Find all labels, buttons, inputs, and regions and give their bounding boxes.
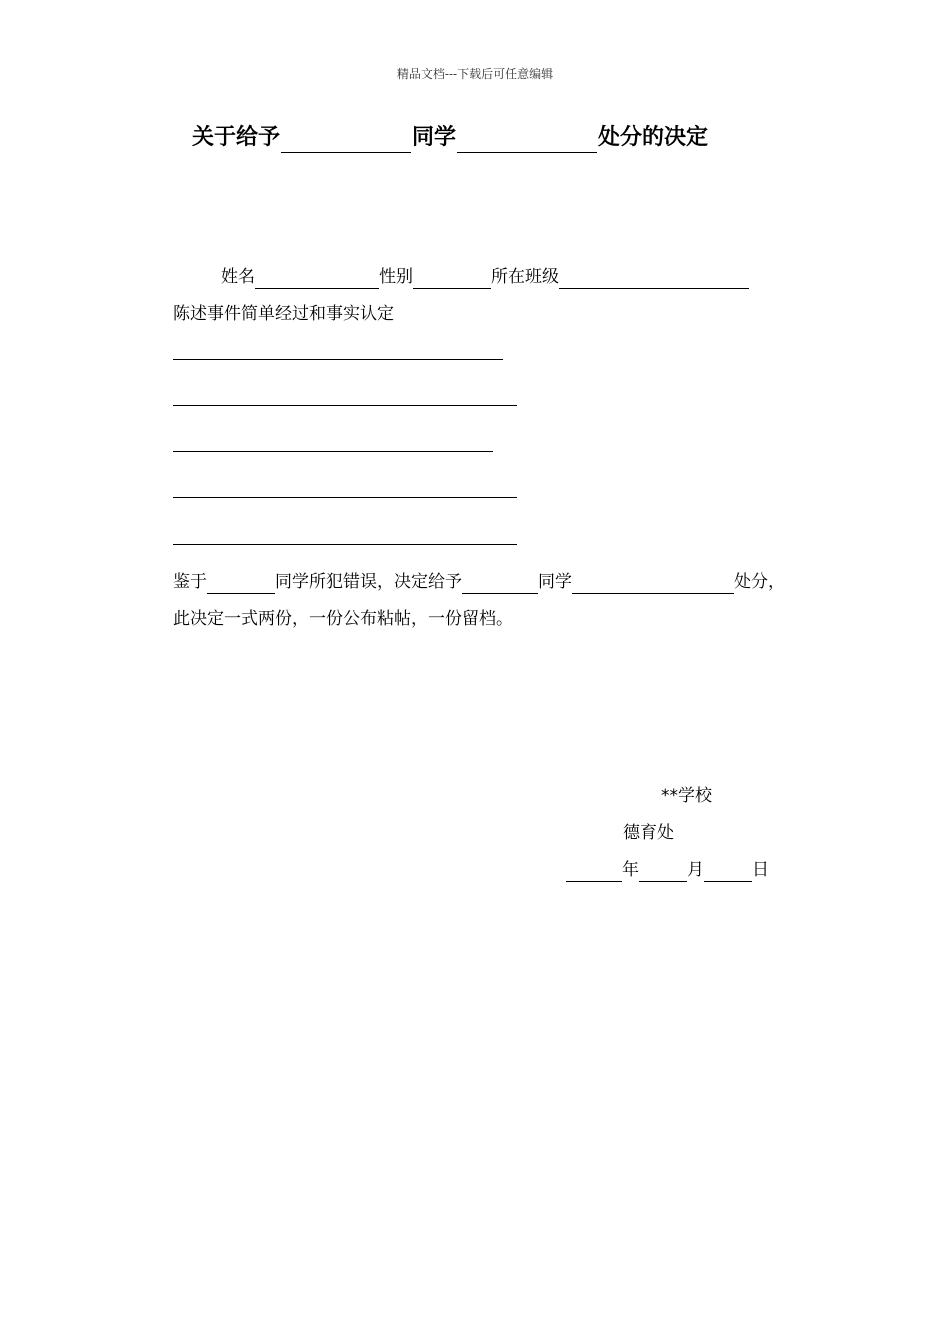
class-blank[interactable] <box>559 268 749 289</box>
title-middle: 同学 <box>412 125 457 150</box>
decision-student2-blank[interactable] <box>462 573 538 594</box>
month-blank[interactable] <box>639 861 687 882</box>
school-name: **学校 <box>661 786 712 806</box>
title-suffix: 处分的决定 <box>598 125 709 150</box>
title-penalty-blank[interactable] <box>457 126 597 153</box>
name-blank[interactable] <box>255 268 379 289</box>
facts-blank-line-2[interactable] <box>173 405 517 406</box>
day-label: 日 <box>752 860 769 880</box>
day-blank[interactable] <box>704 861 752 882</box>
facts-label: 陈述事件简单经过和事实认定 <box>173 304 394 324</box>
date-line <box>566 858 769 882</box>
facts-label-line <box>173 302 394 326</box>
title-student-blank[interactable] <box>281 126 411 153</box>
student-info-line <box>221 265 749 289</box>
decision-part3: 同学 <box>538 572 572 592</box>
decision-note-line <box>173 607 513 631</box>
name-label: 姓名 <box>221 267 255 287</box>
facts-blank-line-3[interactable] <box>173 451 493 452</box>
month-label: 月 <box>687 860 704 880</box>
class-label: 所在班级 <box>491 267 559 287</box>
decision-part2: 同学所犯错误，决定给予 <box>275 572 462 592</box>
gender-blank[interactable] <box>413 268 491 289</box>
department-name: 德育处 <box>623 823 674 843</box>
decision-part4: 处分， <box>734 572 785 592</box>
year-blank[interactable] <box>566 861 622 882</box>
decision-student-blank[interactable] <box>207 573 275 594</box>
title-prefix: 关于给予 <box>192 125 281 150</box>
decision-part1: 鉴于 <box>173 572 207 592</box>
facts-blank-line-4[interactable] <box>173 497 517 498</box>
header-note: 精品文档---下载后可任意编辑 <box>396 67 554 81</box>
facts-blank-line-5[interactable] <box>173 544 517 545</box>
decision-penalty-blank[interactable] <box>572 573 734 594</box>
document-title <box>192 121 708 153</box>
year-label: 年 <box>622 860 639 880</box>
decision-part5: 此决定一式两份，一份公布粘帖，一份留档。 <box>173 609 513 629</box>
decision-line <box>173 570 785 594</box>
facts-blank-line-1[interactable] <box>173 359 503 360</box>
gender-label: 性别 <box>379 267 413 287</box>
